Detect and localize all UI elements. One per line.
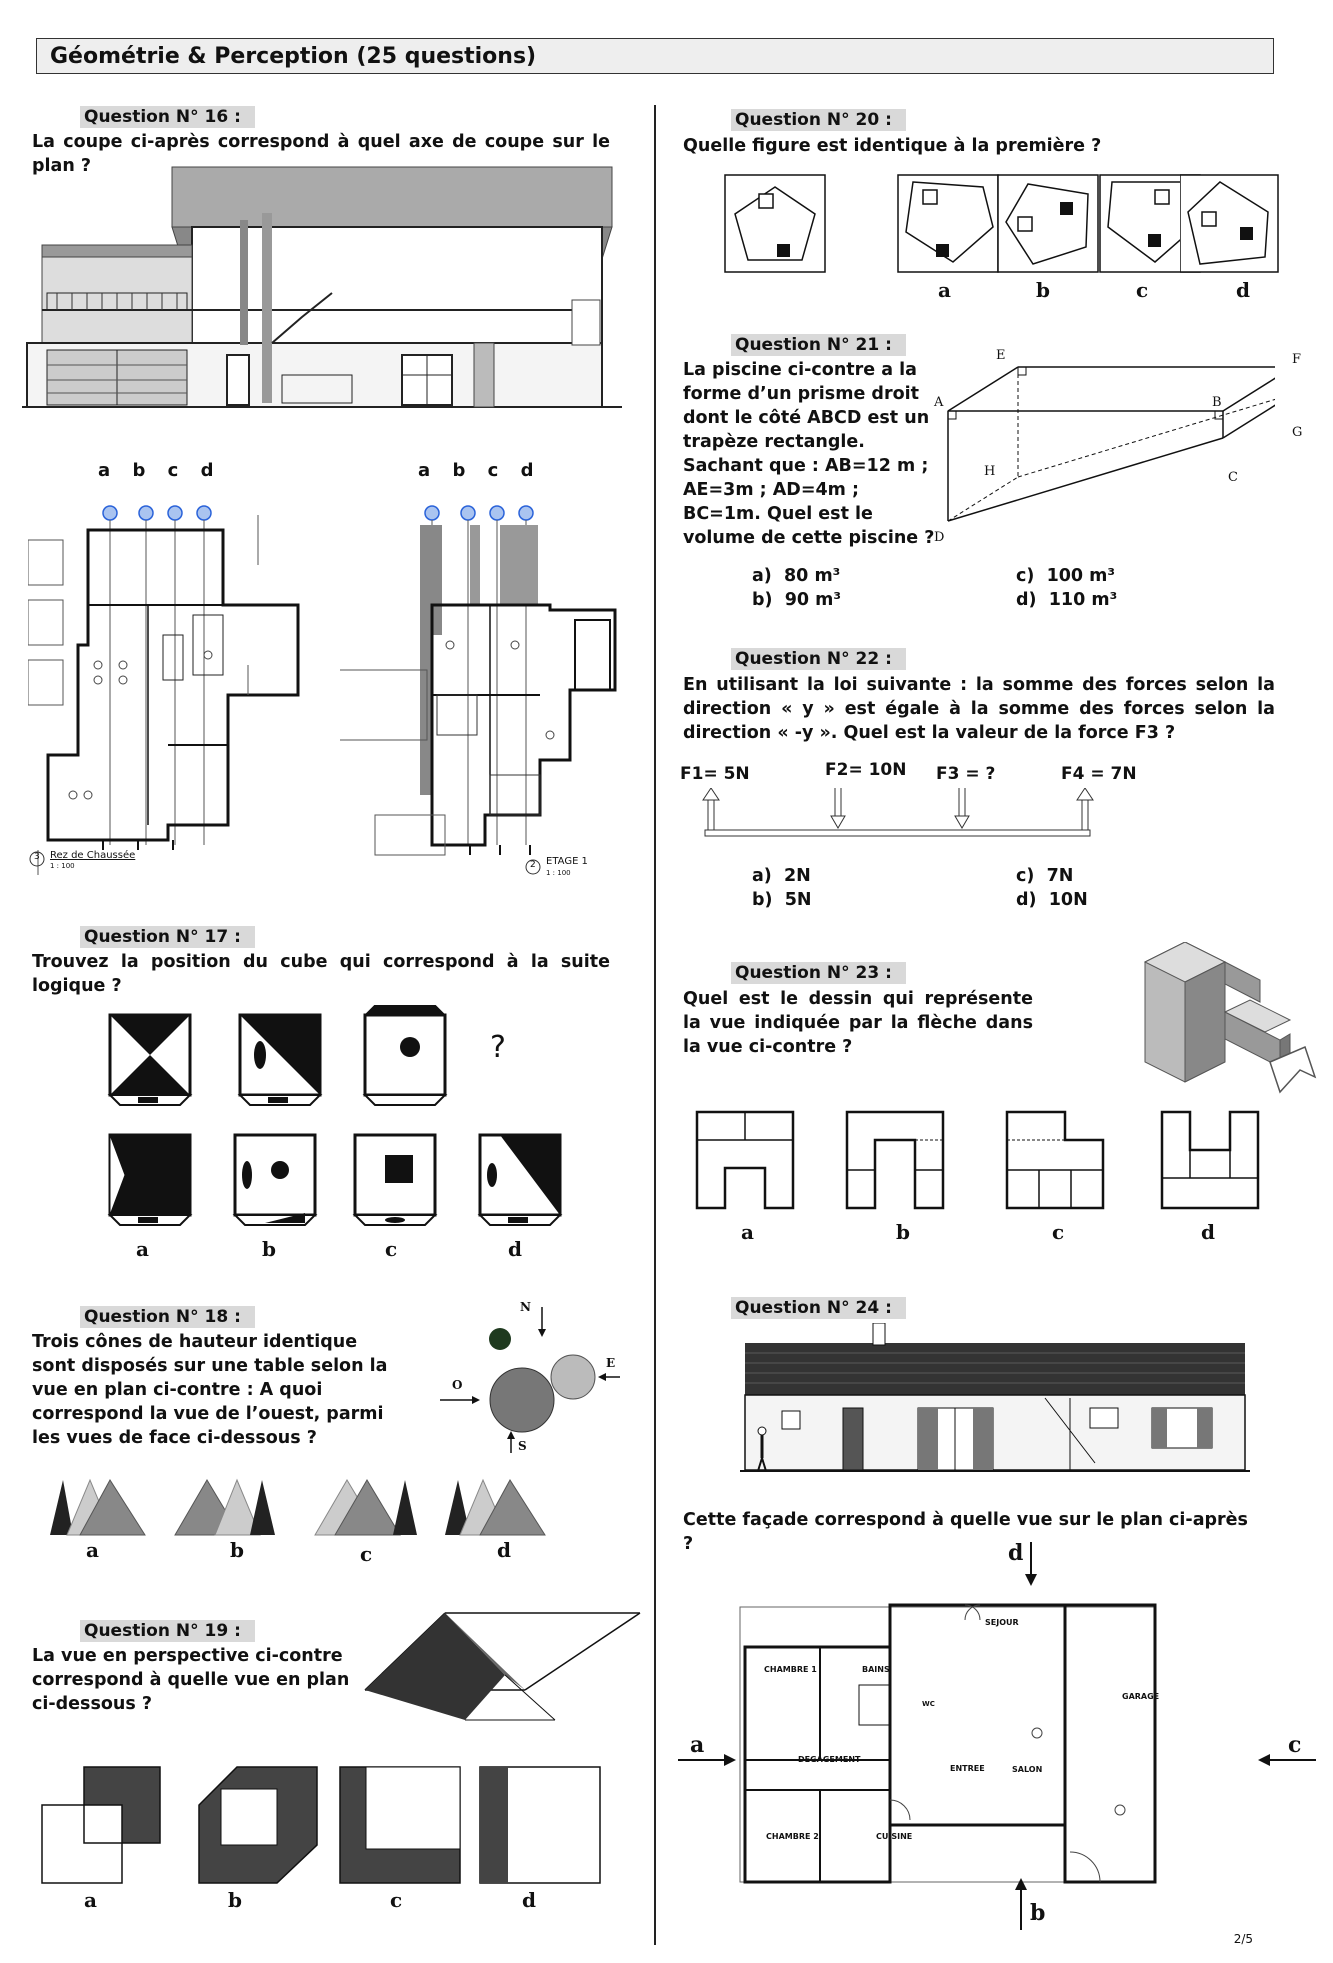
force-f1: F1= 5N: [680, 764, 750, 784]
q19-option-b-view[interactable]: [199, 1767, 317, 1883]
q17-option-c[interactable]: c: [385, 1237, 398, 1261]
q16-text: La coupe ci-après correspond à quel axe de coupe sur le plan ?: [32, 132, 610, 176]
point-a: A: [934, 395, 944, 410]
plan2-scale: 1 : 100: [546, 869, 571, 877]
q23-option-b[interactable]: b: [896, 1220, 910, 1244]
q17-text: Trouvez la position du cube qui correspond à la suite logique ?: [32, 952, 610, 996]
arrow-d-label[interactable]: d: [1008, 1540, 1024, 1566]
arrow-c-label[interactable]: c: [1288, 1732, 1302, 1758]
q17-option-d[interactable]: d: [508, 1237, 522, 1261]
q20-pentagon-figures: [720, 172, 1220, 277]
q23-text: Quel est le dessin qui représente la vue indiquée par la flèche dans la vue ci-contre ?: [683, 989, 1033, 1057]
cube-3: [365, 1005, 445, 1105]
q19-label: Question N° 19 :: [80, 1620, 255, 1642]
q23-option-a-view[interactable]: [697, 1112, 793, 1208]
q20-option-a-figure[interactable]: [898, 175, 998, 272]
q22-answer-c[interactable]: c) 7N: [1016, 866, 1074, 886]
room-wc: WC: [922, 1700, 935, 1708]
q21-answer-a[interactable]: a) 80 m³: [752, 566, 841, 586]
q19-option-c[interactable]: c: [390, 1888, 403, 1912]
q23-option-c[interactable]: c: [1052, 1220, 1065, 1244]
q17-option-c-cube[interactable]: [355, 1135, 435, 1225]
q21-answer-c[interactable]: c) 100 m³: [1016, 566, 1116, 586]
q16-plan-first-floor: [340, 495, 620, 880]
q23-option-c-view[interactable]: [1007, 1112, 1103, 1208]
point-d: D: [934, 530, 945, 545]
q24-text: Cette façade correspond à quelle vue sur le plan ci-après ?: [683, 1510, 1248, 1554]
q20-option-b-figure[interactable]: [998, 175, 1098, 272]
q23-label: Question N° 23 :: [731, 962, 906, 984]
q20-option-b[interactable]: b: [1036, 278, 1050, 302]
q19-option-a-view[interactable]: [42, 1767, 160, 1883]
page-number: 2/5: [1233, 1932, 1253, 1946]
q23-option-d-view[interactable]: [1162, 1112, 1258, 1208]
page-title: Géométrie & Perception (25 questions): [50, 44, 537, 69]
force-f2: F2= 10N: [825, 760, 907, 780]
q20-text: Quelle figure est identique à la première ?: [683, 136, 1102, 156]
q18-option-b-view[interactable]: [175, 1480, 275, 1535]
room-chambre-1: CHAMBRE 1: [764, 1665, 817, 1674]
room-sejour: SEJOUR: [985, 1618, 1019, 1627]
q16-axes-right: [418, 460, 533, 481]
q16-plan-ground-floor: [28, 495, 333, 880]
plan1-scale: 1 : 100: [50, 862, 75, 870]
q23-view-options: [695, 1110, 1265, 1210]
point-e: E: [996, 348, 1006, 363]
cube-1: [110, 1015, 190, 1105]
room-entree: ENTREE: [950, 1764, 985, 1773]
point-g: G: [1292, 425, 1303, 440]
q19-perspective-view: [355, 1605, 645, 1725]
room-chambre-2: CHAMBRE 2: [766, 1832, 819, 1841]
q19-option-d-view[interactable]: [480, 1767, 600, 1883]
axis-a: a: [98, 460, 111, 481]
point-f: F: [1292, 352, 1302, 367]
point-b: B: [1212, 395, 1222, 410]
q21-answer-d[interactable]: d) 110 m³: [1016, 590, 1118, 610]
q17-option-d-cube[interactable]: [480, 1135, 560, 1225]
q17-question-mark: ?: [490, 1030, 506, 1065]
axis-d: d: [520, 460, 534, 481]
q23-option-d[interactable]: d: [1201, 1220, 1215, 1244]
q23-isometric-block: [1140, 942, 1320, 1102]
q18-option-d[interactable]: d: [497, 1538, 511, 1562]
q18-option-a-view[interactable]: [50, 1480, 145, 1535]
q24-view-arrows: [676, 1540, 1316, 1940]
q21-text: La piscine ci-contre a la forme d’un prisme droit dont le côté ABCD est un trapèze rectangle. Sachant que : AB=12 m ; AE=3m ; AD=4m ; BC=1m. Quel est le volume de cette piscine ?: [683, 360, 935, 548]
q21-answer-b[interactable]: b) 90 m³: [752, 590, 842, 610]
q19-option-d[interactable]: d: [522, 1888, 536, 1912]
axis-d: d: [200, 460, 214, 481]
q22-answer-d[interactable]: d) 10N: [1016, 890, 1088, 910]
q18-label: Question N° 18 :: [80, 1306, 255, 1328]
q20-option-d-figure[interactable]: [1180, 172, 1280, 277]
arrow-a-label[interactable]: a: [690, 1732, 705, 1758]
q18-option-c[interactable]: c: [360, 1542, 373, 1566]
q19-text: La vue en perspective ci-contre correspond à quelle vue en plan ci-dessous ?: [32, 1646, 350, 1714]
q22-label: Question N° 22 :: [731, 648, 906, 670]
plan2-caption: ETAGE 1: [546, 856, 588, 867]
q19-option-a[interactable]: a: [84, 1888, 97, 1912]
plan1-num: 3: [34, 852, 40, 862]
point-c: C: [1228, 470, 1238, 485]
q22-answer-a[interactable]: a) 2N: [752, 866, 811, 886]
q24-label: Question N° 24 :: [731, 1297, 906, 1319]
room-cuisine: CUISINE: [876, 1832, 913, 1841]
q20-label: Question N° 20 :: [731, 109, 906, 131]
q16-section-drawing: [22, 165, 622, 415]
q16-label: Question N° 16 :: [80, 106, 255, 128]
plan1-caption: Rez de Chaussée: [50, 850, 136, 861]
q19-plan-options: [40, 1765, 620, 1885]
q17-option-a[interactable]: a: [136, 1237, 149, 1261]
force-f3: F3 = ?: [936, 764, 996, 784]
q20-option-a[interactable]: a: [938, 278, 951, 302]
room-bains: BAINS: [862, 1665, 890, 1674]
q23-option-b-view[interactable]: [847, 1112, 943, 1208]
q18-option-d-view[interactable]: [445, 1480, 545, 1535]
q20-option-d[interactable]: d: [1236, 278, 1250, 302]
room-salon: SALON: [1012, 1765, 1043, 1774]
q22-text: En utilisant la loi suivante : la somme des forces selon la direction « y » est égale à la somme des forces selon la direction « -y ». Quel est la valeur de la force F3 ?: [683, 675, 1275, 743]
q20-reference-figure: [725, 175, 825, 272]
q19-option-b[interactable]: b: [228, 1888, 242, 1912]
compass-e: E: [606, 1356, 616, 1370]
compass-o: O: [452, 1378, 463, 1392]
axis-c: c: [167, 460, 179, 481]
column-divider: [654, 105, 656, 1945]
q24-house-facade: [740, 1323, 1250, 1483]
q17-option-b-cube[interactable]: [235, 1135, 315, 1225]
q16-axes-left: [98, 460, 213, 481]
q22-force-diagram: [700, 788, 1100, 848]
axis-b: b: [452, 460, 466, 481]
q18-cones-plan-view: [440, 1305, 630, 1455]
q18-option-c-view[interactable]: [315, 1480, 417, 1535]
compass-s: S: [518, 1439, 527, 1453]
room-degagement: DEGAGEMENT: [798, 1755, 861, 1764]
axis-b: b: [132, 460, 146, 481]
force-f4: F4 = 7N: [1061, 764, 1137, 784]
q23-option-a[interactable]: a: [741, 1220, 754, 1244]
q17-cube-options: [100, 1125, 580, 1235]
q17-option-b[interactable]: b: [262, 1237, 276, 1261]
arrow-b-label[interactable]: b: [1030, 1900, 1046, 1926]
room-garage: GARAGE: [1122, 1692, 1160, 1701]
q18-text: Trois cônes de hauteur identique sont disposés sur une table selon la vue en plan ci-contre : A quoi correspond la vue de l’ouest, parmi les vues de face ci-dessous ?: [32, 1332, 388, 1448]
q18-option-a[interactable]: a: [86, 1538, 99, 1562]
q21-label: Question N° 21 :: [731, 334, 906, 356]
q21-pool-prism: [930, 345, 1275, 545]
point-h: H: [984, 464, 996, 479]
q17-label: Question N° 17 :: [80, 926, 255, 948]
q18-cone-front-views: [45, 1475, 605, 1540]
q18-option-b[interactable]: b: [230, 1538, 244, 1562]
q20-option-c[interactable]: c: [1136, 278, 1149, 302]
q17-cube-sequence: [100, 1005, 520, 1115]
plan2-num: 2: [530, 860, 536, 870]
q19-option-c-view[interactable]: [340, 1767, 460, 1883]
q17-option-a-cube[interactable]: [110, 1135, 190, 1225]
compass-n: N: [520, 1300, 531, 1314]
axis-c: c: [487, 460, 499, 481]
cube-2: [240, 1015, 320, 1105]
q22-answer-b[interactable]: b) 5N: [752, 890, 812, 910]
axis-a: a: [418, 460, 431, 481]
